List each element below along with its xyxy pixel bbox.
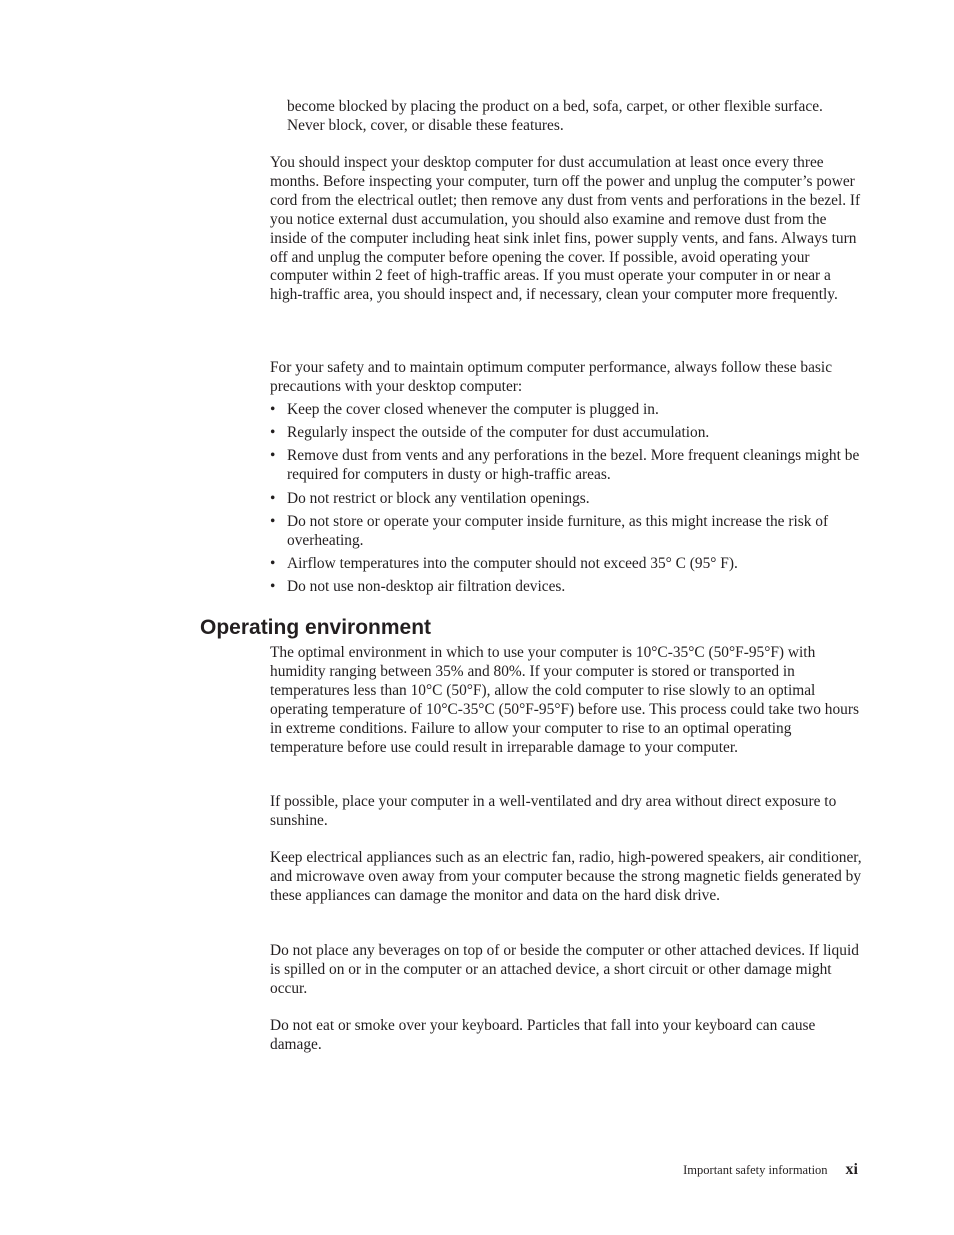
list-item-text: Do not store or operate your computer inside furniture, as this might increase the risk of overheating. bbox=[287, 512, 829, 549]
footer-label: Important safety information bbox=[683, 1163, 828, 1177]
dust-inspection-paragraph: You should inspect your desktop computer for dust accumulation at least once every three months. Before inspecting your computer, turn off the power and unplug the computer’s power cord from the electrical outlet; then remove any dust from vents and perforations in the bezel. If you notice external dust accumulation, you should also examine and remove dust from the inside of the computer including heat sink inlet fins, power supply vents, and fans. Always turn off and unplug the computer before opening the cover. If possible, avoid operating your computer within 2 feet of high-traffic areas. If you must operate your computer in or near a high-traffic area, you should inspect and, if necessary, clean your computer more frequently. bbox=[270, 154, 861, 304]
list-item-text: Do not use non-desktop air filtration devices. bbox=[287, 578, 566, 596]
section-heading: Operating environment bbox=[200, 616, 432, 639]
beverages-paragraph: Do not place any beverages on top of or beside the computer or other attached devices. If liquid is spilled on or in the computer or an attached device, a short circuit or other damage might occur. bbox=[270, 942, 859, 997]
keyboard-paragraph: Do not eat or smoke over your keyboard. Particles that fall into your keyboard can cause damage. bbox=[270, 1017, 816, 1053]
bullet-icon: • bbox=[270, 554, 276, 572]
bullet-icon: • bbox=[270, 512, 276, 530]
bullet-icon: • bbox=[270, 489, 276, 507]
list-item-text: Remove dust from vents and any perforations in the bezel. More frequent cleanings might be required for computers in dusty or high-traffic areas. bbox=[287, 447, 860, 484]
list-item bbox=[270, 490, 862, 509]
precautions-intro-paragraph: For your safety and to maintain optimum computer performance, always follow these basic precautions with your desktop computer: bbox=[270, 359, 833, 395]
bullet-icon: • bbox=[270, 447, 276, 465]
list-item-text: Regularly inspect the outside of the computer for dust accumulation. bbox=[287, 424, 710, 442]
page-number: xi bbox=[845, 1161, 858, 1178]
page-footer bbox=[683, 1161, 858, 1179]
list-item bbox=[270, 401, 862, 420]
list-item bbox=[270, 578, 862, 597]
bullet-icon: • bbox=[270, 401, 276, 418]
list-item-text: Airflow temperatures into the computer should not exceed 35° C (95° F). bbox=[287, 554, 738, 572]
list-item-text: Keep the cover closed whenever the computer is plugged in. bbox=[287, 401, 659, 418]
placement-paragraph: If possible, place your computer in a well-ventilated and dry area without direct exposure to sunshine. bbox=[270, 793, 837, 829]
bullet-icon: • bbox=[270, 578, 276, 596]
list-item bbox=[270, 555, 862, 574]
list-item bbox=[270, 424, 862, 443]
list-item-text: Do not restrict or block any ventilation openings. bbox=[287, 489, 590, 507]
optimal-environment-paragraph: The optimal environment in which to use your computer is 10°C-35°C (50°F-95°F) with humidity ranging between 35% and 80%. If your computer is stored or transported in temperatures less than 10°C (50°F), allow the cold computer to rise slowly to an optimal operating temperature of 10°C-35°C (50°F-95°F) before use. This process could take two hours in extreme conditions. Failure to allow your computer to rise to an optimal operating temperature before use could result in irreparable damage to your computer. bbox=[270, 644, 859, 756]
precautions-list bbox=[270, 401, 862, 601]
bullet-icon: • bbox=[270, 424, 276, 442]
list-item bbox=[270, 513, 862, 551]
continuation-paragraph: become blocked by placing the product on a bed, sofa, carpet, or other flexible surface. Never block, cover, or disable these features. bbox=[287, 98, 823, 134]
list-item bbox=[270, 447, 862, 485]
appliances-paragraph: Keep electrical appliances such as an electric fan, radio, high-powered speakers, air conditioner, and microwave oven away from your computer because the strong magnetic fields generated by these appliances can damage the monitor and data on the hard disk drive. bbox=[270, 849, 862, 904]
